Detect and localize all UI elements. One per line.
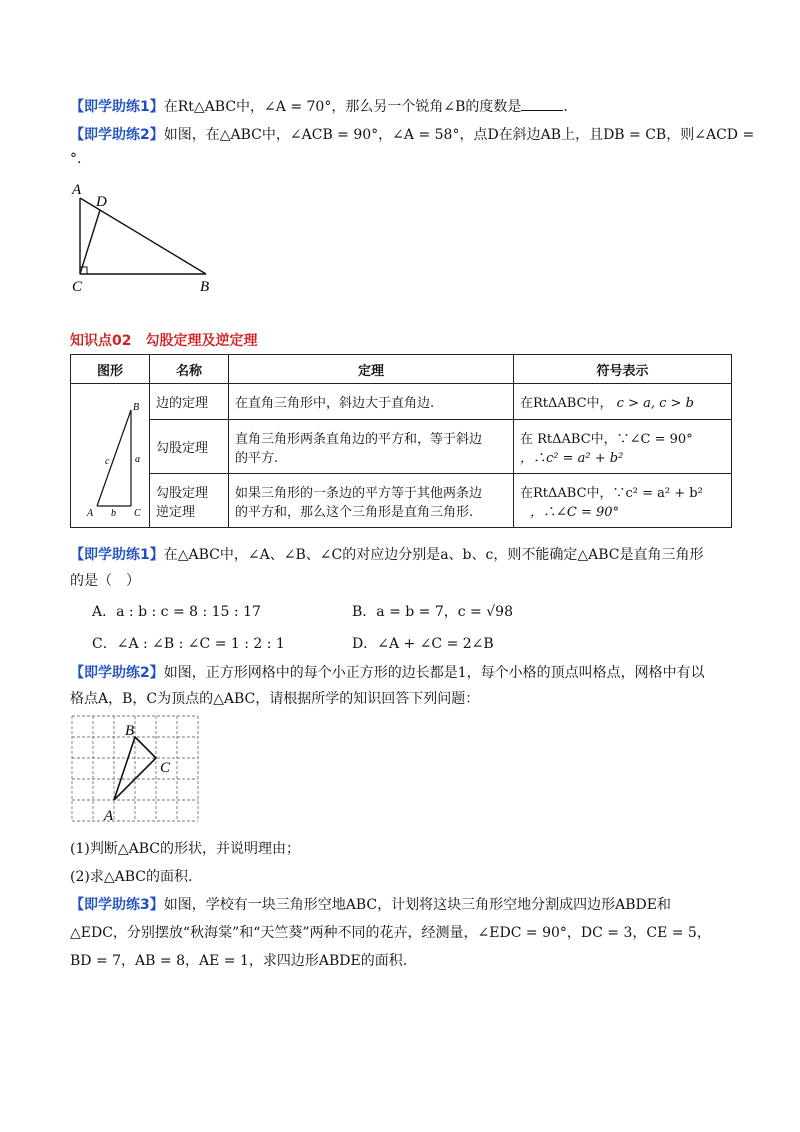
option-a[interactable]: A．a : b : c = 8 : 15 : 17 — [92, 604, 261, 620]
row-name: 边的定理 — [150, 384, 229, 420]
table-header-row — [71, 355, 732, 384]
exercise-3-bottom — [70, 894, 730, 916]
name-line-2: 逆定理 — [156, 504, 196, 520]
exercise-tag: 【即学助练2】 — [70, 127, 164, 143]
triangle-figure-table — [77, 394, 143, 519]
label-side-a: a — [135, 453, 140, 465]
header-name: 名称 — [150, 355, 229, 384]
figure-cell — [71, 384, 150, 528]
exercise-text: 如图，正方形网格中的每个小正方形的边长都是1，每个小格的顶点叫格点，网格中有以 — [163, 665, 705, 681]
exercise-tag: 【即学助练2】 — [70, 665, 164, 681]
header-theorem: 定理 — [229, 355, 514, 384]
label-c: C — [134, 507, 141, 519]
row-theorem: 在直角三角形中，斜边大于直角边. — [229, 384, 514, 420]
edge-cd — [80, 210, 100, 274]
exercise-2-top — [70, 124, 755, 146]
exercise-text-end: . — [563, 99, 568, 115]
symbol-part-b: ，∴c² = a² + b² — [520, 450, 624, 466]
grid-figure — [72, 716, 202, 826]
theorem-line-1: 如果三角形的一条边的平方等于其他两条边 — [235, 485, 483, 501]
section-title: 知识点02 勾股定理及逆定理 — [70, 333, 258, 349]
header-symbol: 符号表示 — [514, 355, 732, 384]
header-figure: 图形 — [71, 355, 150, 384]
grid-lines — [72, 716, 198, 821]
exercise-1-bottom-cont: 的是（ ） — [70, 573, 140, 589]
name-line-1: 勾股定理 — [156, 485, 209, 501]
answer-blank[interactable] — [521, 96, 563, 111]
exercise-tag: 【即学助练1】 — [70, 547, 164, 563]
label-a: A — [104, 808, 114, 824]
table-row — [71, 420, 732, 474]
exercise-tag: 【即学助练3】 — [70, 897, 164, 913]
option-d[interactable]: D．∠A + ∠C = 2∠B — [352, 636, 494, 652]
exercise-text: 如图，在△ABC中，∠ACB = 90°，∠A = 58°，点D在斜边AB上，且DB = CB，则∠ACD = — [163, 127, 755, 143]
exercise-text: 如图，学校有一块三角形空地ABC，计划将这块三角形空地分割成四边形ABDE和 — [163, 897, 671, 913]
option-b[interactable]: B．a = b = 7，c = √98 — [352, 604, 513, 620]
option-c[interactable]: C．∠A : ∠B : ∠C = 1 : 2 : 1 — [92, 636, 285, 652]
label-side-c: c — [105, 455, 110, 467]
label-side-b: b — [111, 507, 116, 519]
row-symbol — [514, 420, 732, 474]
row-theorem — [229, 474, 514, 528]
theorem-line-2: 的平方和，那么这个三角形是直角三角形. — [235, 504, 474, 520]
exercise-text: 在Rt△ABC中，∠A = 70°，那么另一个锐角∠B的度数是 — [163, 99, 522, 115]
symbol-part-b: ，∴∠C = 90° — [530, 504, 620, 520]
row-symbol — [514, 384, 732, 420]
row-symbol — [514, 474, 732, 528]
symbol-part-a: 在RtΔABC中，∵c² = a² + b² — [520, 485, 703, 501]
exercise-text: 在△ABC中，∠A、∠B、∠C的对应边分别是a、b、c，则不能确定△ABC是直角三角形 — [163, 547, 704, 563]
symbol-part-b: c > a, c > b — [616, 396, 694, 411]
question-2: (2)求△ABC的面积. — [70, 869, 193, 885]
exercise-2-bottom-cont: 格点A，B，C为顶点的△ABC，请根据所学的知识回答下列问题： — [70, 691, 480, 707]
symbol-part-a: 在 RtΔABC中，∵∠C = 90° — [520, 431, 693, 447]
question-1: (1)判断△ABC的形状，并说明理由； — [70, 841, 300, 857]
exercise-tag: 【即学助练1】 — [70, 99, 164, 115]
exercise-1-top — [70, 96, 730, 118]
label-b: B — [133, 401, 140, 413]
label-d: D — [96, 194, 107, 210]
row-name: 勾股定理 — [150, 420, 229, 474]
theorem-line-2: 的平方. — [235, 450, 279, 466]
symbol-part-a: 在RtΔABC中， — [520, 396, 613, 411]
row-name — [150, 474, 229, 528]
exercise-1-bottom — [70, 544, 730, 566]
label-a: A — [72, 182, 82, 198]
exercise-2-bottom — [70, 662, 730, 684]
theorem-table — [70, 354, 732, 528]
exercise-3-bottom-cont-2: BD = 7，AB = 8，AE = 1，求四边形ABDE的面积. — [70, 953, 408, 969]
label-c: C — [160, 760, 171, 776]
row-theorem — [229, 420, 514, 474]
label-b: B — [200, 279, 210, 295]
label-b: B — [125, 723, 135, 739]
label-c: C — [72, 279, 83, 295]
exercise-3-bottom-cont-1: △EDC，分别摆放“秋海棠”和“天竺葵”两种不同的花卉，经测量，∠EDC = 90°，DC = 3，CE = 5， — [70, 925, 711, 941]
triangle-figure-1 — [70, 178, 220, 298]
label-a: A — [87, 507, 94, 519]
table-row — [71, 384, 732, 420]
theorem-line-1: 直角三角形两条直角边的平方和，等于斜边 — [235, 431, 483, 447]
exercise-2-top-cont: °. — [70, 151, 82, 167]
table-row — [71, 474, 732, 528]
